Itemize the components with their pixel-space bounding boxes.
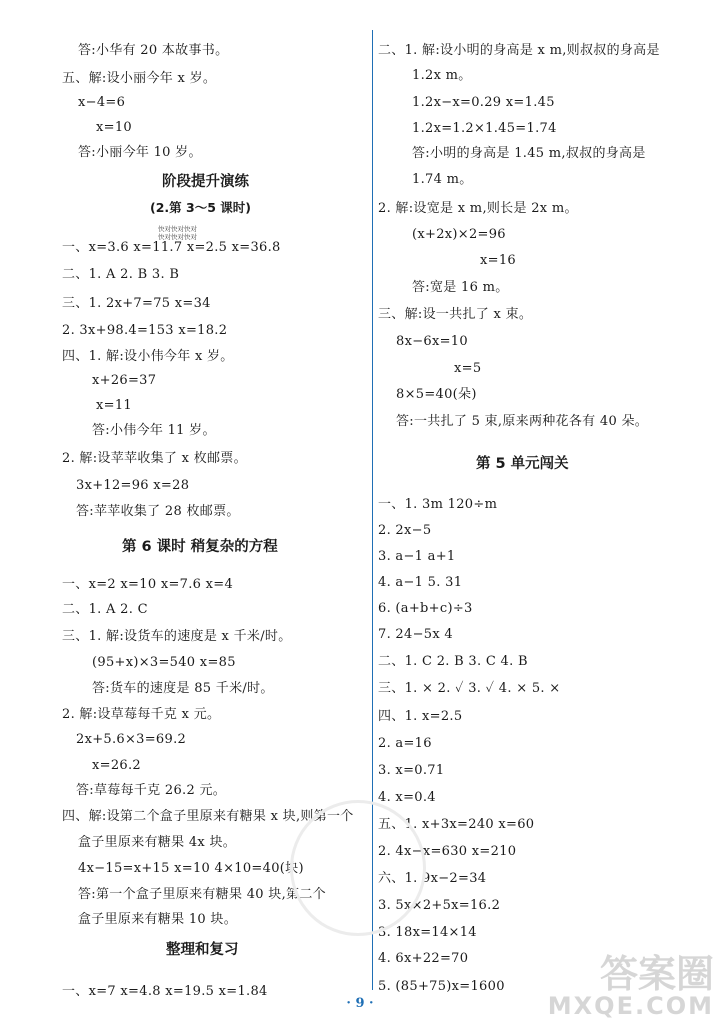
right-text-line: 4. a−1 5. 31 <box>378 575 463 590</box>
right-text-line: 1.74 m。 <box>412 172 473 187</box>
right-text-line: 3. x=0.71 <box>378 763 445 778</box>
right-section-heading: 第 5 单元闯关 <box>476 456 569 472</box>
right-text-line: 三、1. × 2. ✓ 3. ✓ 4. × 5. × <box>378 681 561 696</box>
left-section-heading: 第 6 课时 稍复杂的方程 <box>122 539 278 555</box>
right-text-line: 1.2x−x=0.29 x=1.45 <box>412 95 555 110</box>
left-text-line: 答:小华有 20 本故事书。 <box>78 43 229 58</box>
right-text-line: 8×5=40(朵) <box>396 387 477 402</box>
right-text-line: 7. 24−5x 4 <box>378 627 453 642</box>
right-text-line: 5. (85+75)x=1600 <box>378 979 505 994</box>
left-text-line: 四、1. 解:设小伟今年 x 岁。 <box>62 349 234 364</box>
right-text-line: 4. x=0.4 <box>378 790 436 805</box>
watermark-line-1: 答案圈 <box>599 952 714 996</box>
right-text-line: 答:小明的身高是 1.45 m,叔叔的身高是 <box>412 146 646 161</box>
right-text-line: 8x−6x=10 <box>396 334 468 349</box>
small-stamp-line-2: 快对快对快对 <box>158 233 197 241</box>
right-text-line: 4. 6x+22=70 <box>378 951 469 966</box>
faint-stamp-circle <box>290 800 426 936</box>
left-text-line: 二、1. A 2. B 3. B <box>62 267 180 282</box>
right-text-line: 答:宽是 16 m。 <box>412 280 509 295</box>
small-stamp-line-1: 快对快对快对 <box>158 225 197 233</box>
left-text-line: 答:小丽今年 10 岁。 <box>78 145 202 160</box>
left-text-line: 三、1. 解:设货车的速度是 x 千米/时。 <box>62 629 292 644</box>
left-section-heading: 阶段提升演练 <box>162 174 249 190</box>
right-text-line: 五、1. x+3x=240 x=60 <box>378 817 535 832</box>
right-text-line: 三、解:设一共扎了 x 束。 <box>378 307 533 322</box>
left-text-line: 答:小伟今年 11 岁。 <box>92 423 216 438</box>
right-text-line: 1.2x m。 <box>412 68 472 83</box>
right-text-line: 2. 4x−x=630 x=210 <box>378 844 517 859</box>
left-text-line: x=11 <box>96 398 132 413</box>
left-text-line: x=26.2 <box>92 758 141 773</box>
left-text-line: 一、x=2 x=10 x=7.6 x=4 <box>62 577 234 592</box>
right-text-line: 六、1. 9x−2=34 <box>378 871 487 886</box>
left-text-line: 2. 解:设苹苹收集了 x 枚邮票。 <box>62 451 247 466</box>
right-text-line: 一、1. 3m 120÷m <box>378 497 498 512</box>
left-text-line: 2. 3x+98.4=153 x=18.2 <box>62 323 228 338</box>
left-text-line: 答:草莓每千克 26.2 元。 <box>76 783 227 798</box>
left-text-line: 一、x=3.6 x=11.7 x=2.5 x=36.8 <box>62 240 281 255</box>
left-text-line: (2.第 3～5 课时) <box>150 200 251 215</box>
left-text-line: 3x+12=96 x=28 <box>76 478 190 493</box>
right-text-line: x=5 <box>454 361 482 376</box>
watermark-line-2: MXQE.COM <box>547 992 714 1020</box>
left-section-heading: 整理和复习 <box>166 942 239 958</box>
right-text-line: 答:一共扎了 5 束,原来两种花各有 40 朵。 <box>396 414 649 429</box>
right-text-line: 二、1. C 2. B 3. C 4. B <box>378 654 528 669</box>
left-text-line: 答:货车的速度是 85 千米/时。 <box>92 681 274 696</box>
left-text-line: 2x+5.6×3=69.2 <box>76 732 187 747</box>
left-text-line: 三、1. 2x+7=75 x=34 <box>62 296 211 311</box>
page-number: · 9 · <box>346 996 374 1011</box>
left-text-line: x=10 <box>96 120 132 135</box>
left-text-line: 五、解:设小丽今年 x 岁。 <box>62 71 217 86</box>
right-text-line: 3. 18x=14×14 <box>378 925 477 940</box>
right-text-line: 6. (a+b+c)÷3 <box>378 601 473 616</box>
right-text-line: x=16 <box>480 253 516 268</box>
right-text-line: 3. 5x×2+5x=16.2 <box>378 898 501 913</box>
left-text-line: 一、x=7 x=4.8 x=19.5 x=1.84 <box>62 984 268 999</box>
right-text-line: 2. a=16 <box>378 736 432 751</box>
right-text-line: 二、1. 解:设小明的身高是 x m,则叔叔的身高是 <box>378 43 660 58</box>
left-text-line: (95+x)×3=540 x=85 <box>92 655 236 670</box>
left-text-line: 四、解:设第二个盒子里原来有糖果 x 块,则第一个 <box>62 809 354 824</box>
left-text-line: x−4=6 <box>78 95 126 110</box>
left-text-line: 二、1. A 2. C <box>62 602 148 617</box>
right-text-line: 四、1. x=2.5 <box>378 709 463 724</box>
right-text-line: (x+2x)×2=96 <box>412 227 506 242</box>
left-text-line: 答:第一个盒子里原来有糖果 40 块,第二个 <box>78 887 326 902</box>
left-text-line: 答:苹苹收集了 28 枚邮票。 <box>76 504 240 519</box>
left-text-line: 2. 解:设草莓每千克 x 元。 <box>62 707 221 722</box>
right-text-line: 2. 2x−5 <box>378 523 432 538</box>
left-text-line: 盒子里原来有糖果 4x 块。 <box>78 835 237 850</box>
left-text-line: x+26=37 <box>92 373 157 388</box>
left-text-line: 4x−15=x+15 x=10 4×10=40(块) <box>78 861 304 876</box>
right-text-line: 1.2x=1.2×1.45=1.74 <box>412 121 557 136</box>
watermark-logo <box>547 952 714 1020</box>
right-text-line: 2. 解:设宽是 x m,则长是 2x m。 <box>378 201 578 216</box>
left-text-line: 盒子里原来有糖果 10 块。 <box>78 912 238 927</box>
right-text-line: 3. a−1 a+1 <box>378 549 456 564</box>
